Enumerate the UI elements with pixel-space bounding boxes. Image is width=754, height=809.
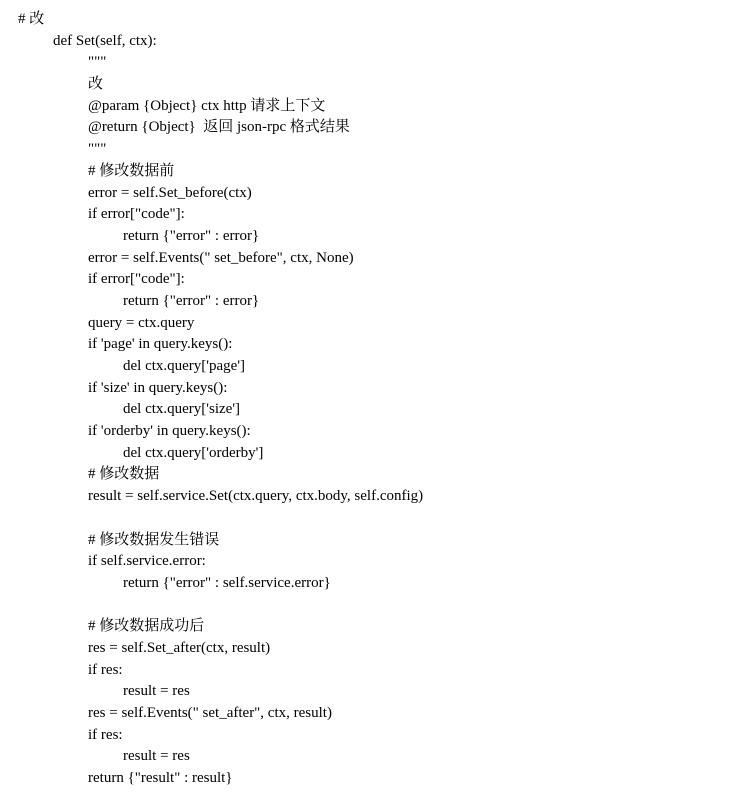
code-line [0,595,754,617]
code-line: @param {Object} ctx http 请求上下文 [88,97,326,114]
code-line: if 'size' in query.keys(): [88,379,228,396]
code-line: return {"error" : error} [123,227,260,244]
code-line: if res: [88,726,123,743]
code-line: if self.service.error: [88,553,206,570]
code-line: return {"error" : self.service.error} [123,574,331,591]
code-line: if 'orderby' in query.keys(): [88,423,251,440]
code-line: del ctx.query['orderby'] [123,444,264,461]
code-line: """ [88,141,107,158]
code-line: # 改 [18,11,45,27]
code-line: res = self.Events(" set_after", ctx, result) [88,705,332,721]
code-line: error = self.Set_before(ctx) [88,184,252,201]
code-line: 改 [88,76,104,93]
code-line: """ [88,54,107,71]
code-line: query = ctx.query [88,314,195,331]
code-line: # 修改数据发生错误 [88,531,220,548]
code-line: @return {Object} 返回 json-rpc 格式结果 [88,119,350,136]
code-line: return {"result" : result} [88,770,233,787]
code-line: res = self.Set_after(ctx, result) [88,639,271,656]
code-line: result = res [123,748,190,765]
code-line: result = self.service.Set(ctx.query, ctx.body, self.config) [88,488,424,505]
code-line: return {"error" : error} [123,292,260,309]
code-line: error = self.Events(" set_before", ctx, None) [88,249,354,266]
code-line: if error["code"]: [88,271,185,288]
code-line: if 'page' in query.keys(): [88,336,233,353]
code-line: def Set(self, ctx): [53,32,157,49]
code-line: # 修改数据前 [88,162,175,179]
code-line: result = res [123,683,190,700]
code-line: del ctx.query['size'] [123,401,241,418]
code-line: # 修改数据 [88,466,160,483]
code-line: # 修改数据成功后 [88,618,205,635]
code-block [0,9,754,790]
code-line [0,508,754,530]
code-line: if res: [88,661,123,678]
code-line: if error["code"]: [88,206,185,223]
code-line: del ctx.query['page'] [123,358,246,374]
